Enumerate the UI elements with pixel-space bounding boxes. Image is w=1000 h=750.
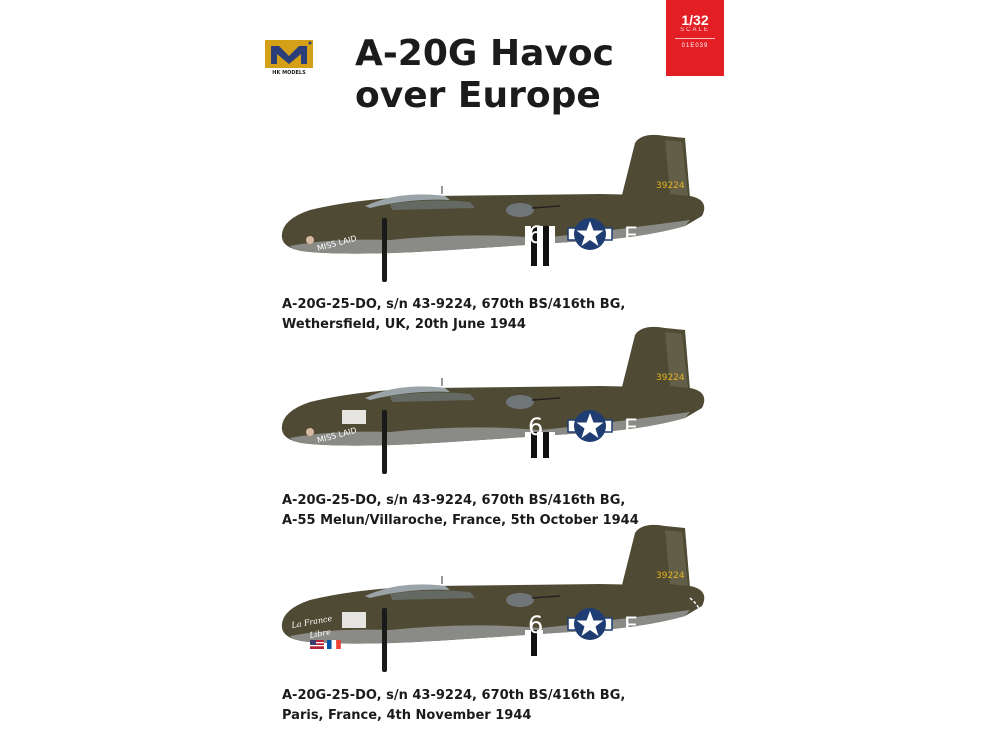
caption-line-2: A-55 Melun/Villaroche, France, 5th October 1944 <box>282 513 639 528</box>
aircraft-profile-2 <box>270 320 715 480</box>
aircraft-profile-1 <box>270 128 715 288</box>
french-flag-icon <box>327 640 341 649</box>
caption-line-2: Paris, France, 4th November 1944 <box>282 708 532 723</box>
fuselage-code-left: 6 <box>528 413 544 441</box>
tail-serial: 39224 <box>656 181 685 191</box>
caption-line-1: A-20G-25-DO, s/n 43-9224, 670th BS/416th BG, <box>282 493 626 508</box>
caption-line-1: A-20G-25-DO, s/n 43-9224, 670th BS/416th BG, <box>282 297 626 312</box>
brand-logo-text: HK MODELS <box>272 70 306 76</box>
nose-art-text: MISS LAID <box>316 233 358 253</box>
nose-art-text-line-2: Libre <box>308 627 332 640</box>
fuselage-code-right: E <box>624 416 638 441</box>
aircraft-profile-3 <box>270 518 715 678</box>
product-code: 01E039 <box>681 43 709 49</box>
aircraft-illustration <box>282 327 704 474</box>
fuselage-code-right: E <box>624 224 638 249</box>
hk-models-logo-icon <box>265 40 313 74</box>
page-title <box>355 33 614 117</box>
scale-badge <box>666 0 724 76</box>
scale-value: 1/32 <box>681 12 709 28</box>
aircraft-illustration <box>282 525 704 672</box>
fuselage-code-left: 6 <box>528 221 544 249</box>
tail-serial: 39224 <box>656 571 685 581</box>
profile-caption-3 <box>282 686 625 726</box>
caption-line-2: Wethersfield, UK, 20th June 1944 <box>282 317 526 332</box>
nose-art-text: MISS LAID <box>316 425 358 445</box>
title-line-2: over Europe <box>355 75 601 116</box>
badge-divider <box>675 38 715 39</box>
us-flag-icon <box>310 640 324 649</box>
nose-art-text-line-1: La France <box>290 613 333 630</box>
scale-word: SCALE <box>680 27 710 33</box>
title-line-1: A-20G Havoc <box>355 33 614 74</box>
caption-line-1: A-20G-25-DO, s/n 43-9224, 670th BS/416th BG, <box>282 688 626 703</box>
fuselage-code-right: E <box>624 614 638 639</box>
tail-serial: 39224 <box>656 373 685 383</box>
aircraft-illustration <box>282 135 704 282</box>
fuselage-code-left: 6 <box>528 611 544 639</box>
